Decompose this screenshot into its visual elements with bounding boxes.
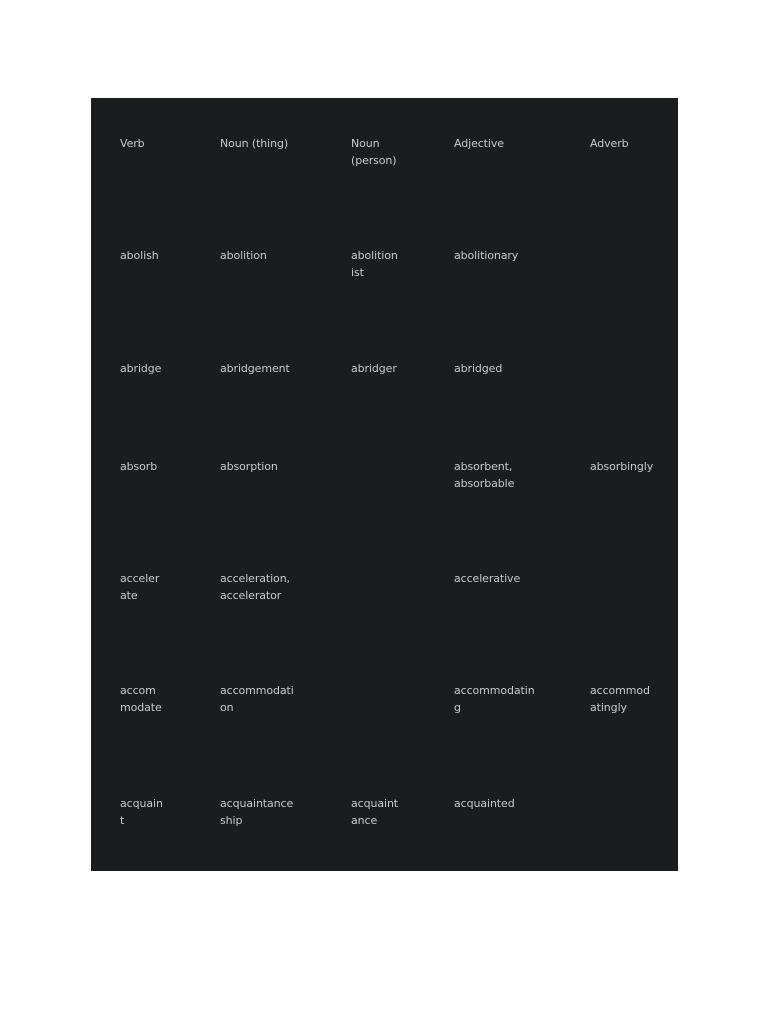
table-cell: accelerative xyxy=(454,572,521,585)
table-cell: acceler ate xyxy=(120,572,160,602)
table-panel xyxy=(91,98,678,871)
table-cell: abolish xyxy=(120,249,159,262)
table-cell: absorbent, absorbable xyxy=(454,460,515,490)
table-cell: acquaintance ship xyxy=(220,797,294,827)
header-verb: Verb xyxy=(120,137,145,150)
table-cell: absorption xyxy=(220,460,278,473)
table-cell: abolition xyxy=(220,249,267,262)
table-cell: abolitionary xyxy=(454,249,519,262)
table-cell: accom modate xyxy=(120,684,162,714)
table-cell: acquainted xyxy=(454,797,515,810)
table-cell: abolition ist xyxy=(351,249,398,279)
table-cell: acquaint ance xyxy=(351,797,399,827)
table-cell: acquain t xyxy=(120,797,163,827)
table-cell: abridgement xyxy=(220,362,290,375)
table-cell: accommod atingly xyxy=(590,684,650,714)
header-adjective: Adjective xyxy=(454,137,504,150)
table-cell: abridged xyxy=(454,362,503,375)
table-cell: accommodatin g xyxy=(454,684,535,714)
table-cell: acceleration, accelerator xyxy=(220,572,290,602)
table-cell: abridger xyxy=(351,362,397,375)
table-cell: absorbingly xyxy=(590,460,654,473)
table-cell: abridge xyxy=(120,362,162,375)
header-adverb: Adverb xyxy=(590,137,629,150)
table-cell: absorb xyxy=(120,460,158,473)
header-noun-person: Noun (person) xyxy=(351,137,397,167)
table-cell: accommodati on xyxy=(220,684,294,714)
header-noun-thing: Noun (thing) xyxy=(220,137,289,150)
